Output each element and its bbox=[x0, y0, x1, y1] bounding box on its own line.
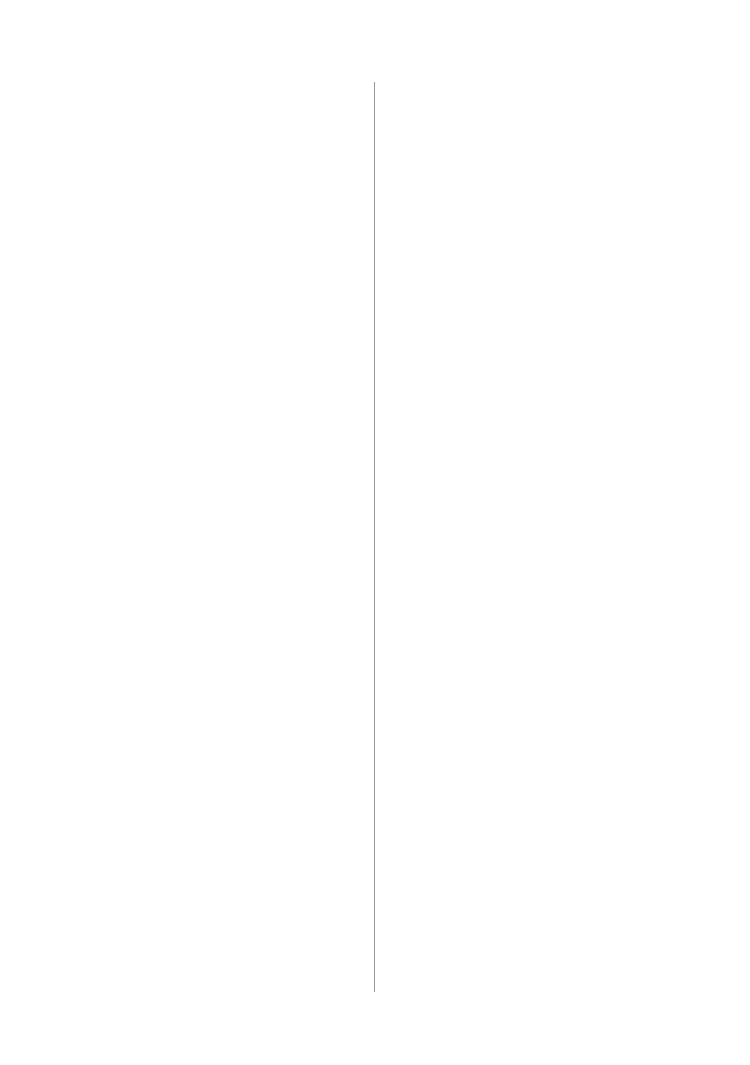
solution-line bbox=[82, 366, 378, 389]
solution-line bbox=[390, 350, 686, 373]
solution-line bbox=[82, 405, 378, 428]
solution-entry bbox=[82, 173, 378, 219]
solution-entry bbox=[82, 405, 378, 474]
solution-line bbox=[390, 566, 686, 589]
solution-line bbox=[82, 235, 378, 258]
solution-line bbox=[82, 428, 378, 451]
solution-line bbox=[390, 589, 686, 612]
solution-line bbox=[390, 497, 686, 520]
solution-line bbox=[82, 134, 378, 157]
solution-entry bbox=[82, 320, 378, 389]
solution-line bbox=[390, 543, 686, 566]
solution-line bbox=[82, 196, 378, 219]
solution-line bbox=[82, 582, 378, 605]
right-column bbox=[390, 88, 686, 667]
solution-line bbox=[82, 343, 378, 366]
solution-line bbox=[390, 327, 686, 350]
solution-entry bbox=[390, 258, 686, 373]
watermark bbox=[540, 1010, 740, 1060]
solution-entry bbox=[390, 150, 686, 242]
solution-line bbox=[390, 196, 686, 219]
solution-line bbox=[390, 150, 686, 173]
solution-line bbox=[82, 451, 378, 474]
solution-line bbox=[82, 281, 378, 304]
solution-line bbox=[390, 173, 686, 196]
solution-line bbox=[82, 513, 378, 536]
solution-entry bbox=[82, 235, 378, 304]
solution-entry bbox=[390, 88, 686, 134]
solution-entry bbox=[390, 389, 686, 435]
solution-entry bbox=[82, 490, 378, 651]
solution-line bbox=[390, 304, 686, 327]
solution-line bbox=[82, 173, 378, 196]
solution-line bbox=[82, 490, 378, 513]
solution-line bbox=[82, 559, 378, 582]
solution-line bbox=[82, 605, 378, 628]
solution-line bbox=[390, 412, 686, 435]
solution-line bbox=[390, 520, 686, 543]
solution-entry bbox=[390, 628, 686, 651]
solution-line bbox=[390, 111, 686, 134]
solution-line bbox=[82, 320, 378, 343]
solution-line bbox=[390, 451, 686, 474]
solution-line bbox=[82, 258, 378, 281]
left-column bbox=[82, 88, 378, 667]
solution-line bbox=[390, 474, 686, 497]
solution-line bbox=[390, 628, 686, 651]
solution-line bbox=[390, 389, 686, 412]
solution-line bbox=[82, 111, 378, 134]
solution-line bbox=[390, 258, 686, 281]
solution-line bbox=[390, 219, 686, 242]
solution-entry bbox=[390, 451, 686, 612]
solution-line bbox=[82, 536, 378, 559]
solution-line bbox=[82, 628, 378, 651]
solution-line bbox=[390, 281, 686, 304]
solution-line bbox=[82, 88, 378, 111]
solution-entry bbox=[82, 88, 378, 157]
solution-line bbox=[390, 88, 686, 111]
